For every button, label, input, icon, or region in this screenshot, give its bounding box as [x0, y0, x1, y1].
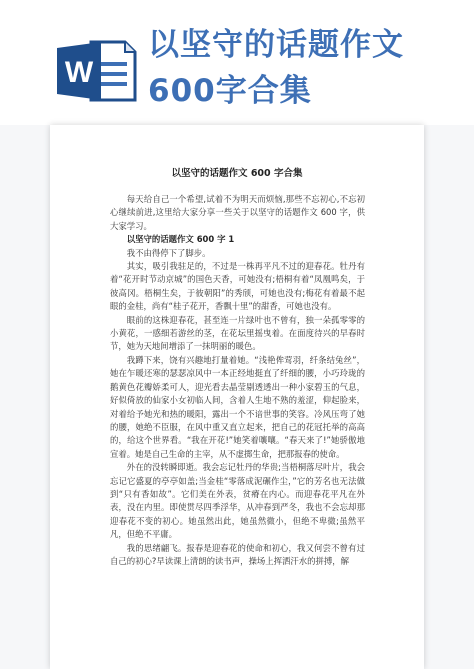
body-paragraph: 眼前的这株迎春花，甚至连一片绿叶也不曾有，独一朵孤零零的小黄花，一感细若游丝的茎，在花坛里摇曳着。在面度待兴的早春时节，她为天地间增添了一抹明丽的暖色。 — [110, 314, 365, 352]
body-paragraph: 我的思绪翩飞。报春是迎春花的使命和初心，我又何尝不曾有过自己的初心?早读课上清朗的读书声，操场上挥洒汗水的拼搏，解 — [110, 542, 365, 566]
body-paragraph: 我蹲下来，饶有兴趣地打量着她。“浅艳侔莺羽，纤条结兔丝”，她在乍暖还寒的瑟瑟凉风中一本正经地挺直了纤细的腰，小巧玲珑的鹅黄色花瓣娇柔可人，迎光看去晶莹剔透透出一种小家碧玉的气息，好似倚放的仙家小女初临人间，含着人生地不熟的羞涩，仰起脸来，对着给予她光和热的暖阳，露出一个不谙世事的笑容。冷风压弯了她的腰，她绝不臣服，在风中重又直立起来，把自己的花冠托举的高高的，给这个世界看。“我在开花!”她笑着嚷嚷。“春天来了!”她骄傲地宣着。她是自己生命的主宰，从不虚掷生命，把那报春的使命。 — [110, 354, 365, 459]
banner-title-line2: 600字合集 — [148, 73, 312, 109]
body-paragraph: 外在的没转瞬即逝。我会忘记牡丹的华贵;当梧桐落尽叶片，我会忘记它盛夏的亭亭如盖;当金桂“零落成泥碾作尘，”它的芳名也无法做到“只有香如故”。它们美在外表，贫瘠在内心。而迎春花平凡在外表，没在内里。即使贯尽四季浮华，从冲春到严冬，我也不会忘却那迎春花不变的初心。她虽然出此，她虽然微小，但绝不卑微;虽然平凡，但绝不平庸。 — [110, 462, 365, 540]
body-paragraph: 其实，吸引我驻足的，不过是一株再平凡不过的迎春花。牡丹有着“花开时节动京城”的国色天香，可她没有;梧桐有着“凤凰鸣矣，于彼高冈。梧桐生矣，于彼朝阳”的秀颀，可她也没有;梅花有着最不起眼的金桂，尚有“桂子花开，香飘十里”的甜香，可她也没有。 — [110, 261, 365, 312]
banner-title-line1: 以坚守的话题作文 — [148, 27, 404, 63]
document-page — [50, 125, 424, 669]
svg-text:W: W — [64, 56, 94, 89]
document-title: 以坚守的话题作文 600 字合集 — [171, 168, 303, 179]
section-heading: 以坚守的话题作文 600 字 1 — [126, 234, 235, 245]
intro-paragraph: 每天给自己一个希望,试着不为明天而烦恼,那些不忘初心,不忘初心继续前进,这里给大家分享一些关于以坚守的话题作文 600 字，供大家学习。 — [110, 194, 365, 231]
banner — [0, 0, 474, 125]
word-document-icon — [55, 38, 137, 104]
banner-title — [148, 22, 468, 114]
body-paragraph: 我不由得停下了脚步。 — [126, 247, 211, 258]
document-body — [110, 193, 365, 568]
